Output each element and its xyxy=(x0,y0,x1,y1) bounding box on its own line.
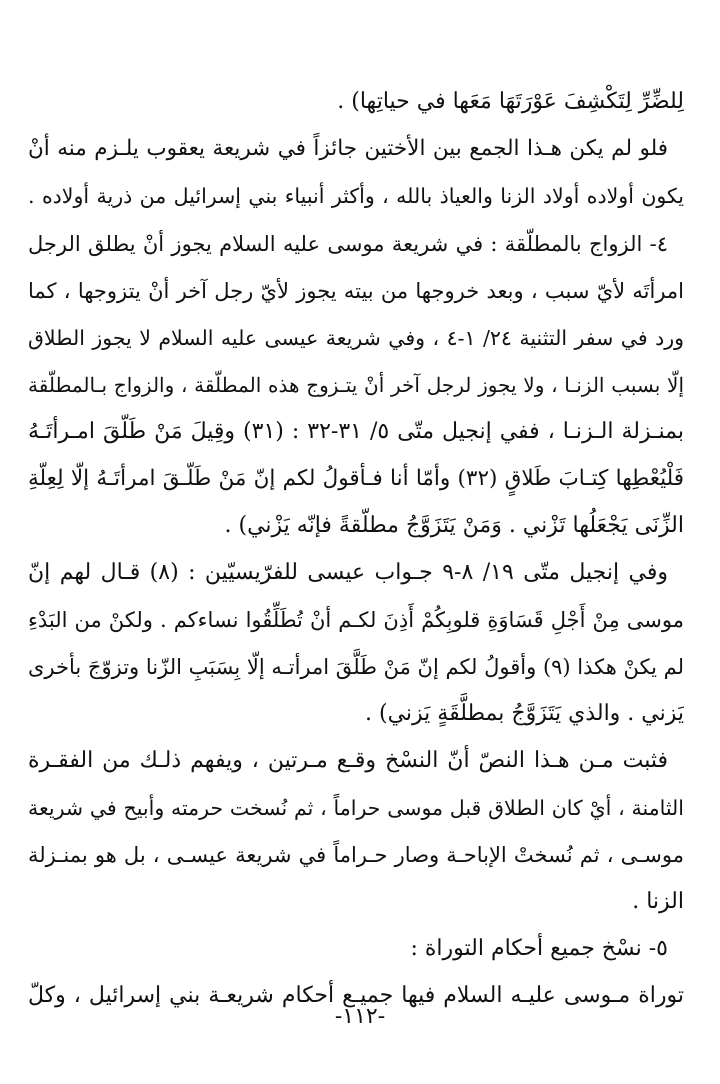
text-line-2: فلو لم يكن هـذا الجمع بين الأختين جائزاً في شريعة يعقوب يلـزم منه أنْ xyxy=(28,136,668,161)
text-line-4: ٤- الزواج بالمطلّقة : في شريعة موسى عليه السلام يجوز أنْ يطلق الرجل xyxy=(28,232,668,256)
text-line-5: امرأتَه لأيّ سبب ، وبعد خروجها من بيته يجوز لأيّ رجل آخر أنْ يتزوجها ، كما xyxy=(28,279,684,303)
text-line-12: موسى مِنْ أَجْلِ قَسَاوَةِ قلوبِكُمْ أَذِنَ لكـم أنْ تُطَلِّقُوا نساءكم . ولكنْ من البَدْءِ xyxy=(28,608,684,632)
text-line-16: الثامنة ، أيْ كان الطلاق قبل موسى حراماً ، ثم نُسخت حرمته وأبيح في شريعة xyxy=(28,796,684,820)
text-line-8: بمنـزلة الـزنـا ، ففي إنجيل متّى ٥/ ٣١-٣٢ : (٣١) وقِيلَ مَنْ طَلّقَ امـرأتَـهُ xyxy=(28,419,684,444)
section-heading: ٥- نسْخ جميع أحكام التوراة : xyxy=(410,936,668,961)
text-line-18: الزنا . xyxy=(632,889,684,914)
text-line-17: موسـى ، ثم نُسختْ الإباحـة وصار حـراماً في شريعة عيسـى ، بل هو بمنـزلة xyxy=(28,843,684,867)
text-line-20: توراة مـوسى عليـه السلام فيها جميـع أحكام شريعـة بني إسرائيل ، وكلّ xyxy=(28,983,684,1008)
text-line-11: وفي إنجيل متّى ١٩/ ٨-٩ جـواب عيسى للفرّيسيّين : (٨) قـال لهم إنّ xyxy=(28,560,668,585)
text-line-13: لم يكنْ هكذا (٩) وأقولُ لكم إنّ مَنْ طَلَّقَ امرأتـه إلّا بِسَبَبِ الزّنا وتزوّجَ بأخرى xyxy=(28,655,684,679)
text-line-7: إلّا بسبب الزنـا ، ولا يجوز لرجل آخر أنْ يتـزوج هذه المطلّقة ، والزواج بـالمطلّقة xyxy=(28,373,684,397)
text-line-14: يَزني . والذي يَتَزَوَّجُ بمطلَّقَةٍ يَزني) . xyxy=(365,701,684,726)
page-body xyxy=(28,80,684,1084)
text-line-15: فثبت مـن هـذا النصّ أنّ النسْخ وقـع مـرتين ، ويفهم ذلـك من الفقـرة xyxy=(28,748,668,773)
text-line-10: الزِّنَى يَجْعَلُها تَزْني . وَمَنْ يَتَزَوَّجُ مطلّقةً فإنّه يَزْني) . xyxy=(224,513,684,538)
text-line-3: يكون أولاده أولاد الزنا والعياذ بالله ، وأكثر أنبياء بني إسرائيل من ذرية أولاده . xyxy=(28,184,684,208)
text-line-6: ورد في سفر التثنية ٢٤/ ١-٤ ، وفي شريعة عيسى عليه السلام لا يجوز الطلاق xyxy=(28,326,684,350)
text-line-1: لِلضِّرِّ لِتَكْشِفَ عَوْرَتَهَا مَعَها في حياتِها) . xyxy=(337,89,684,114)
text-line-9: فَلْيُعْطِها كِتـابَ طَلاقٍ (٣٢) وأمّا أنا فـأقولُ لكم إنّ مَنْ طَلّـقَ امرأتَـهُ إلّا لِعِلّةِ xyxy=(28,466,684,491)
page-number: -١١٢- xyxy=(334,1004,386,1029)
